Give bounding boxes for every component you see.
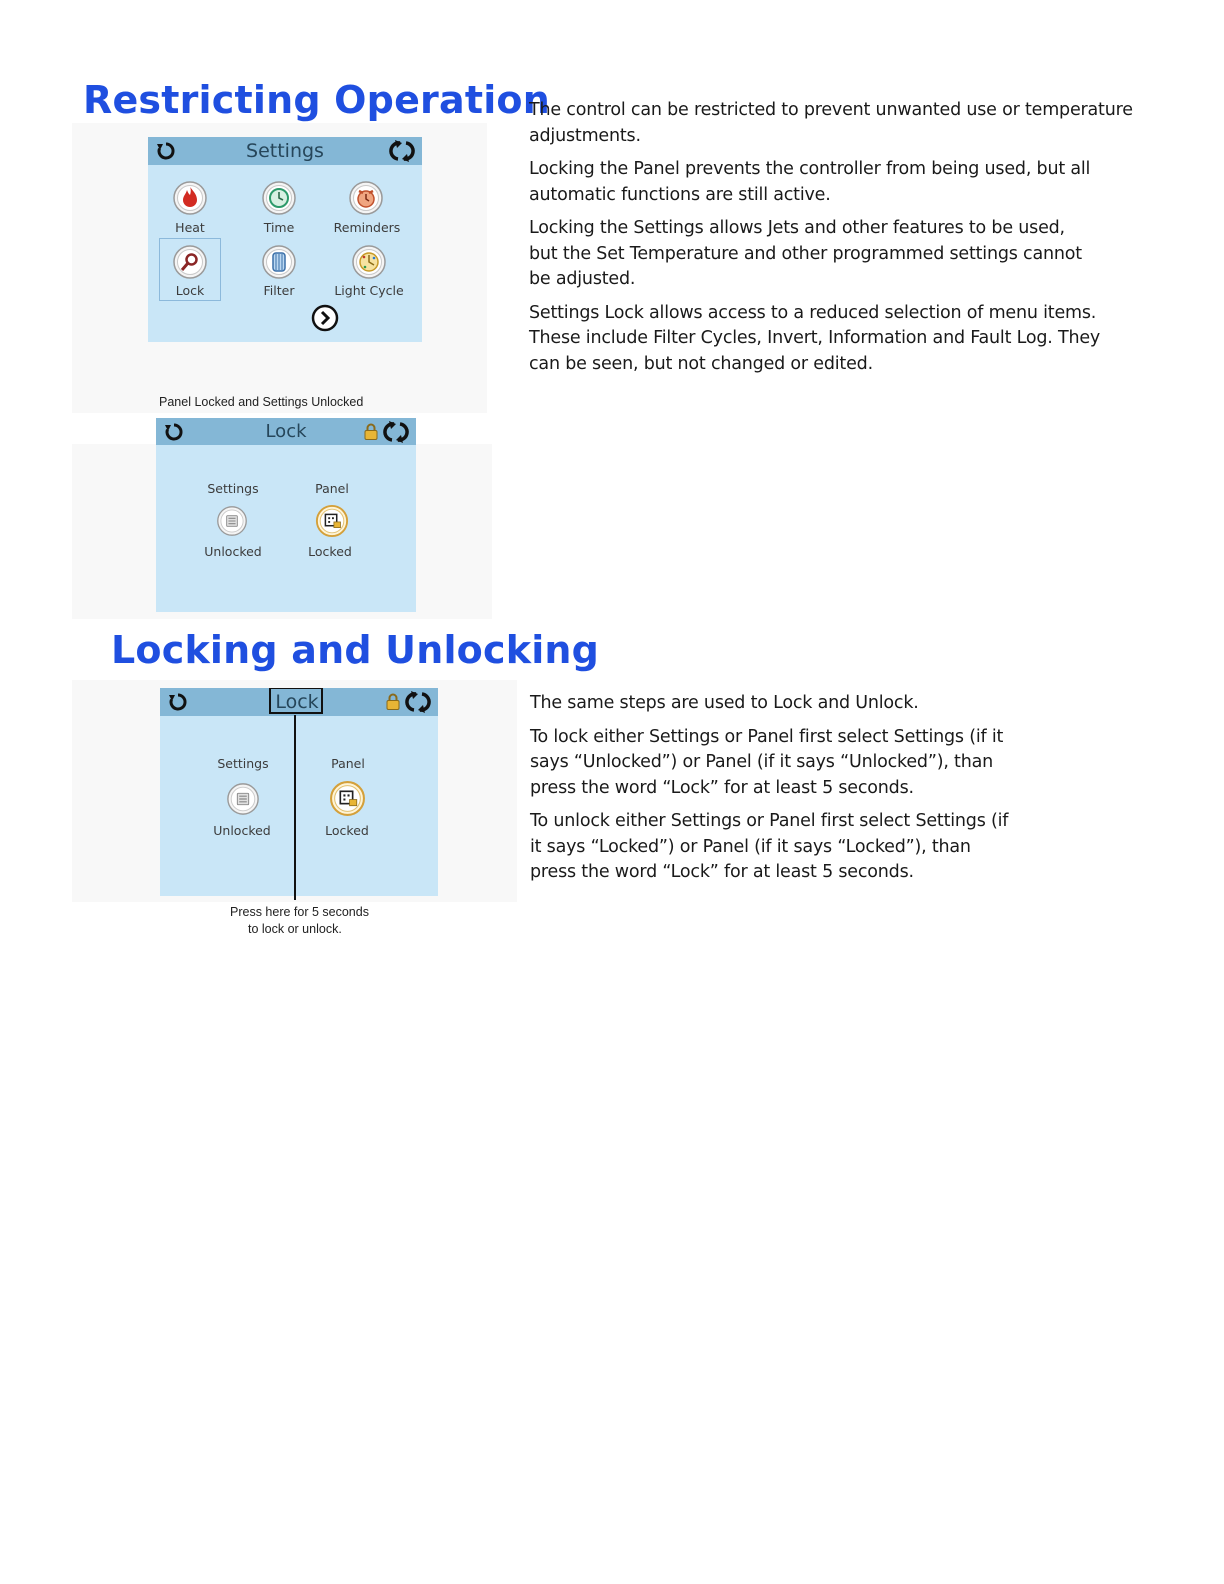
panel-lock-label: Panel <box>315 481 349 496</box>
lock-screen-caption: Panel Locked and Settings Unlocked <box>159 395 364 409</box>
time-label: Time <box>263 220 295 235</box>
paragraph: Locking the Settings allows Jets and other features to be used, but the Set Temperature and other programmed settings cannot be adjusted. <box>529 218 1082 289</box>
flip-screen-icon[interactable] <box>404 691 432 713</box>
lock-screen <box>156 418 416 612</box>
settings-screen <box>148 137 422 342</box>
paragraph: To unlock either Settings or Panel first select Settings (if it says “Locked”) or Panel (if it says “Locked”), than press the word “Lock” for at least 5 seconds. <box>530 811 1009 882</box>
back-icon[interactable] <box>168 692 188 712</box>
restricting-text-block <box>529 98 1159 385</box>
light-cycle-label: Light Cycle <box>334 283 404 298</box>
panel-state-label: Locked <box>325 823 369 838</box>
lock-title[interactable]: Lock <box>265 421 307 442</box>
settings-lock-label: Settings <box>217 756 269 771</box>
locking-text-block <box>530 691 1020 894</box>
callout-caption-line2: to lock or unlock. <box>248 922 342 936</box>
settings-state-label: Unlocked <box>204 544 262 559</box>
lock-menu-icon[interactable] <box>172 244 208 280</box>
paragraph: Settings Lock allows access to a reduced selection of menu items. These include Filter Cycles, Invert, Information and Fault Log. They can be seen, but not changed or edited. <box>529 302 1101 374</box>
paragraph: The control can be restricted to prevent unwanted use or temperature adjustments. <box>529 100 1133 146</box>
settings-state-label: Unlocked <box>213 823 271 838</box>
lock-screen-2 <box>160 688 438 896</box>
filter-label: Filter <box>263 283 295 298</box>
time-icon[interactable] <box>261 180 297 216</box>
paragraph: To lock either Settings or Panel first select Settings (if it says “Unlocked”) or Panel (if it says “Unlocked”), than press the word “Lock” for at least 5 seconds. <box>530 726 1004 798</box>
settings-lock-icon[interactable] <box>216 505 248 537</box>
settings-title: Settings <box>246 140 324 162</box>
flip-screen-icon[interactable] <box>382 421 410 443</box>
paragraph: Locking the Panel prevents the controller from being used, but all automatic functions are still active. <box>529 159 1091 205</box>
panel-lock-icon[interactable] <box>329 780 366 817</box>
next-page-icon[interactable] <box>311 304 339 332</box>
section-heading-restricting-operation: Restricting Operation <box>83 78 550 122</box>
heat-label: Heat <box>175 220 205 235</box>
settings-lock-icon[interactable] <box>226 782 260 816</box>
panel-lock-label: Panel <box>331 756 365 771</box>
lock-title-2[interactable]: Lock <box>275 691 319 713</box>
paragraph: The same steps are used to Lock and Unlock. <box>530 693 919 713</box>
light-cycle-icon[interactable] <box>351 244 387 280</box>
filter-icon[interactable] <box>261 244 297 280</box>
lock-title-highlight-box <box>269 688 323 714</box>
flip-screen-icon[interactable] <box>388 140 416 162</box>
padlock-icon <box>364 423 378 440</box>
settings-screen-header <box>148 137 422 165</box>
lock-screen-header <box>156 418 416 445</box>
heat-icon[interactable] <box>172 180 208 216</box>
section-heading-locking-unlocking: Locking and Unlocking <box>111 628 600 672</box>
panel-state-label: Locked <box>308 544 352 559</box>
callout-caption-line1: Press here for 5 seconds <box>230 905 369 919</box>
panel-lock-icon[interactable] <box>315 504 349 538</box>
lock-label: Lock <box>175 283 205 298</box>
padlock-icon <box>386 693 400 710</box>
callout-line-extension <box>294 896 296 900</box>
reminders-label: Reminders <box>333 220 401 235</box>
callout-line <box>294 715 296 896</box>
reminders-icon[interactable] <box>348 180 384 216</box>
settings-lock-label: Settings <box>207 481 259 496</box>
